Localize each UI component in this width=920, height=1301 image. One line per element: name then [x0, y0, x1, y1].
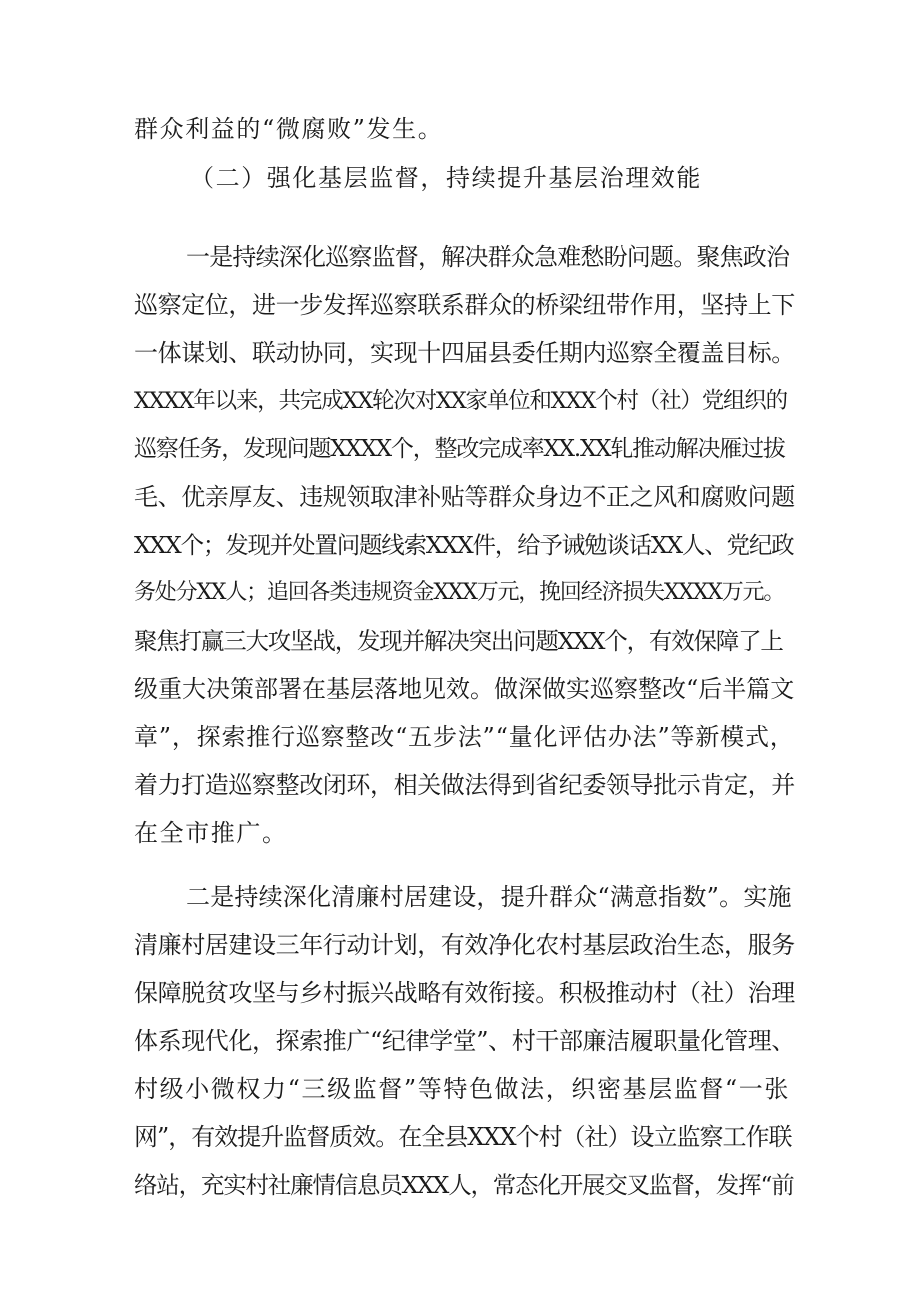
text-line-22: 络站，充实村社廉情信息员XXX人，常态化开展交叉监督，发挥“前 [134, 1171, 794, 1199]
text-line-1: 群众利益的“微腐败”发生。 [134, 115, 444, 143]
text-line-6: XXXX年以来，共完成XX轮次对XX家单位和XXX个村（社）党组织的 [134, 388, 787, 414]
text-line-10: 务处分XX人；追回各类违规资金XXX万元，挽回经济损失XXXX万元。 [134, 580, 785, 605]
section-heading: （二）强化基层监督，持续提升基层治理效能 [190, 164, 702, 192]
text-line-21: 网”，有效提升监督质效。在全县XXX个村（社）设立监察工作联 [134, 1123, 792, 1151]
text-line-14: 着力打造巡察整改闭环，相关做法得到省纪委领导批示肯定，并 [134, 771, 795, 799]
text-line-20: 村级小微权力“三级监督”等特色做法，织密基层监督“一张 [134, 1075, 791, 1103]
text-line-9: XXX个；发现并处置问题线索XXX件，给予诫勉谈话XX人、党纪政 [134, 531, 794, 559]
text-line-3: 一是持续深化巡察监督，解决群众急难愁盼问题。聚焦政治 [186, 243, 790, 271]
text-line-8: 毛、优亲厚友、违规领取津补贴等群众身边不正之风和腐败问题 [134, 483, 795, 511]
text-line-5: 一体谋划、联动协同，实现十四届县委任期内巡察全覆盖目标。 [134, 339, 795, 367]
text-line-4: 巡察定位，进一步发挥巡察联系群众的桥梁纽带作用，坚持上下 [134, 291, 795, 319]
text-line-12: 级重大决策部署在基层落地见效。做深做实巡察整改“后半篇文 [134, 675, 795, 703]
text-line-17: 清廉村居建设三年行动计划，有效净化农村基层政治生态，服务 [134, 931, 795, 959]
text-line-7: 巡察任务，发现问题XXXX个，整改完成率XX.XX轧推动解决雁过拔 [134, 436, 785, 462]
text-line-11: 聚焦打赢三大攻坚战，发现并解决突出问题XXX个，有效保障了上 [134, 627, 783, 655]
text-line-13: 章”，探索推行巡察整改“五步法”“量化评估办法”等新模式， [134, 723, 795, 751]
text-line-18: 保障脱贫攻坚与乡村振兴战略有效衔接。积极推动村（社）治理 [134, 979, 795, 1007]
text-line-15: 在全市推广。 [134, 819, 288, 847]
text-line-19: 体系现代化，探索推广“纪律学堂”、村干部廉洁履职量化管理、 [134, 1027, 795, 1055]
text-line-16: 二是持续深化清廉村居建设，提升群众“满意指数”。实施 [186, 883, 792, 911]
